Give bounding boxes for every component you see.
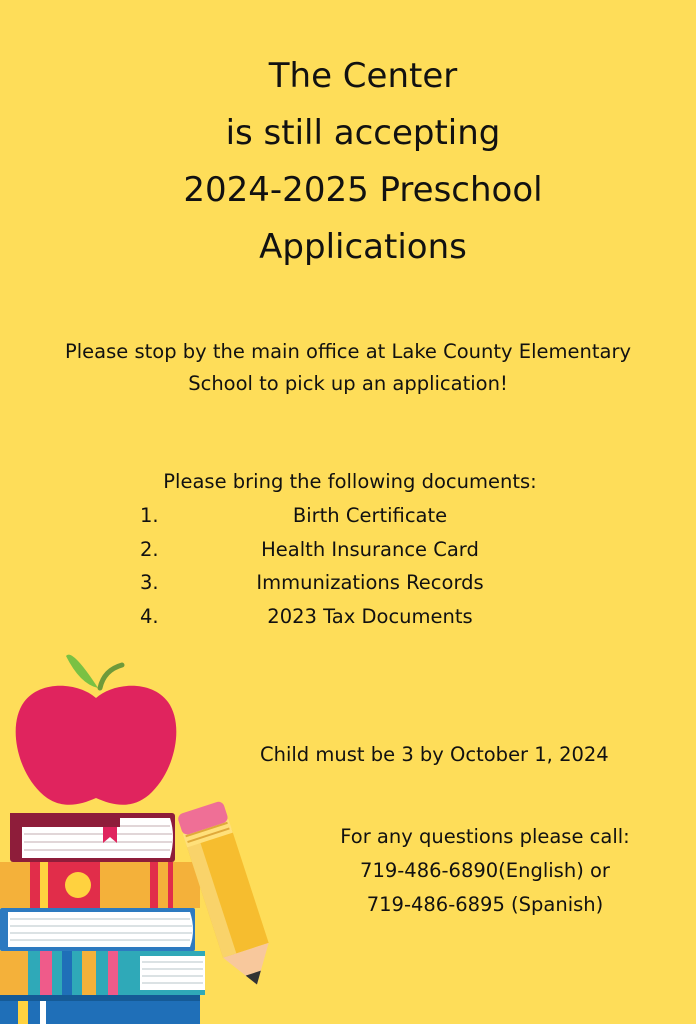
list-item <box>0 600 696 634</box>
contact-line-3: 719-486-6895 (Spanish) <box>366 893 604 916</box>
list-item-text: 2023 Tax Documents <box>267 604 473 628</box>
list-item-number: 3. <box>140 571 159 594</box>
age-requirement: Child must be 3 by October 1, 2024 <box>260 743 609 766</box>
contact-line-1: For any questions please call: <box>340 825 630 848</box>
pickup-instructions <box>0 336 696 400</box>
documents-list <box>0 499 696 633</box>
contact-line-2: 719-486-6890(English) or <box>360 859 610 882</box>
title-line-4: Applications <box>259 227 467 267</box>
list-item-number: 2. <box>140 537 159 561</box>
list-item-number: 1. <box>140 504 159 527</box>
pickup-line-2: School to pick up an application! <box>188 372 508 395</box>
pickup-line-1: Please stop by the main office at Lake County Elementary <box>64 340 631 363</box>
school-supplies-illustration <box>0 640 300 1024</box>
flyer-title <box>0 48 696 276</box>
list-item <box>0 566 696 600</box>
list-item <box>0 499 696 533</box>
apple-icon <box>16 655 177 805</box>
title-line-1: The Center <box>268 56 458 96</box>
documents-heading: Please bring the following documents: <box>163 470 537 493</box>
title-line-2: is still accepting <box>225 113 501 153</box>
list-item-text: Immunizations Records <box>256 571 484 594</box>
list-item <box>0 533 696 567</box>
book-stack-icon <box>0 813 205 1024</box>
title-line-3: 2024-2025 Preschool <box>183 170 543 210</box>
list-item-text: Health Insurance Card <box>261 537 479 561</box>
contact-info <box>295 820 675 922</box>
list-item-number: 4. <box>140 604 159 628</box>
list-item-text: Birth Certificate <box>292 504 448 527</box>
